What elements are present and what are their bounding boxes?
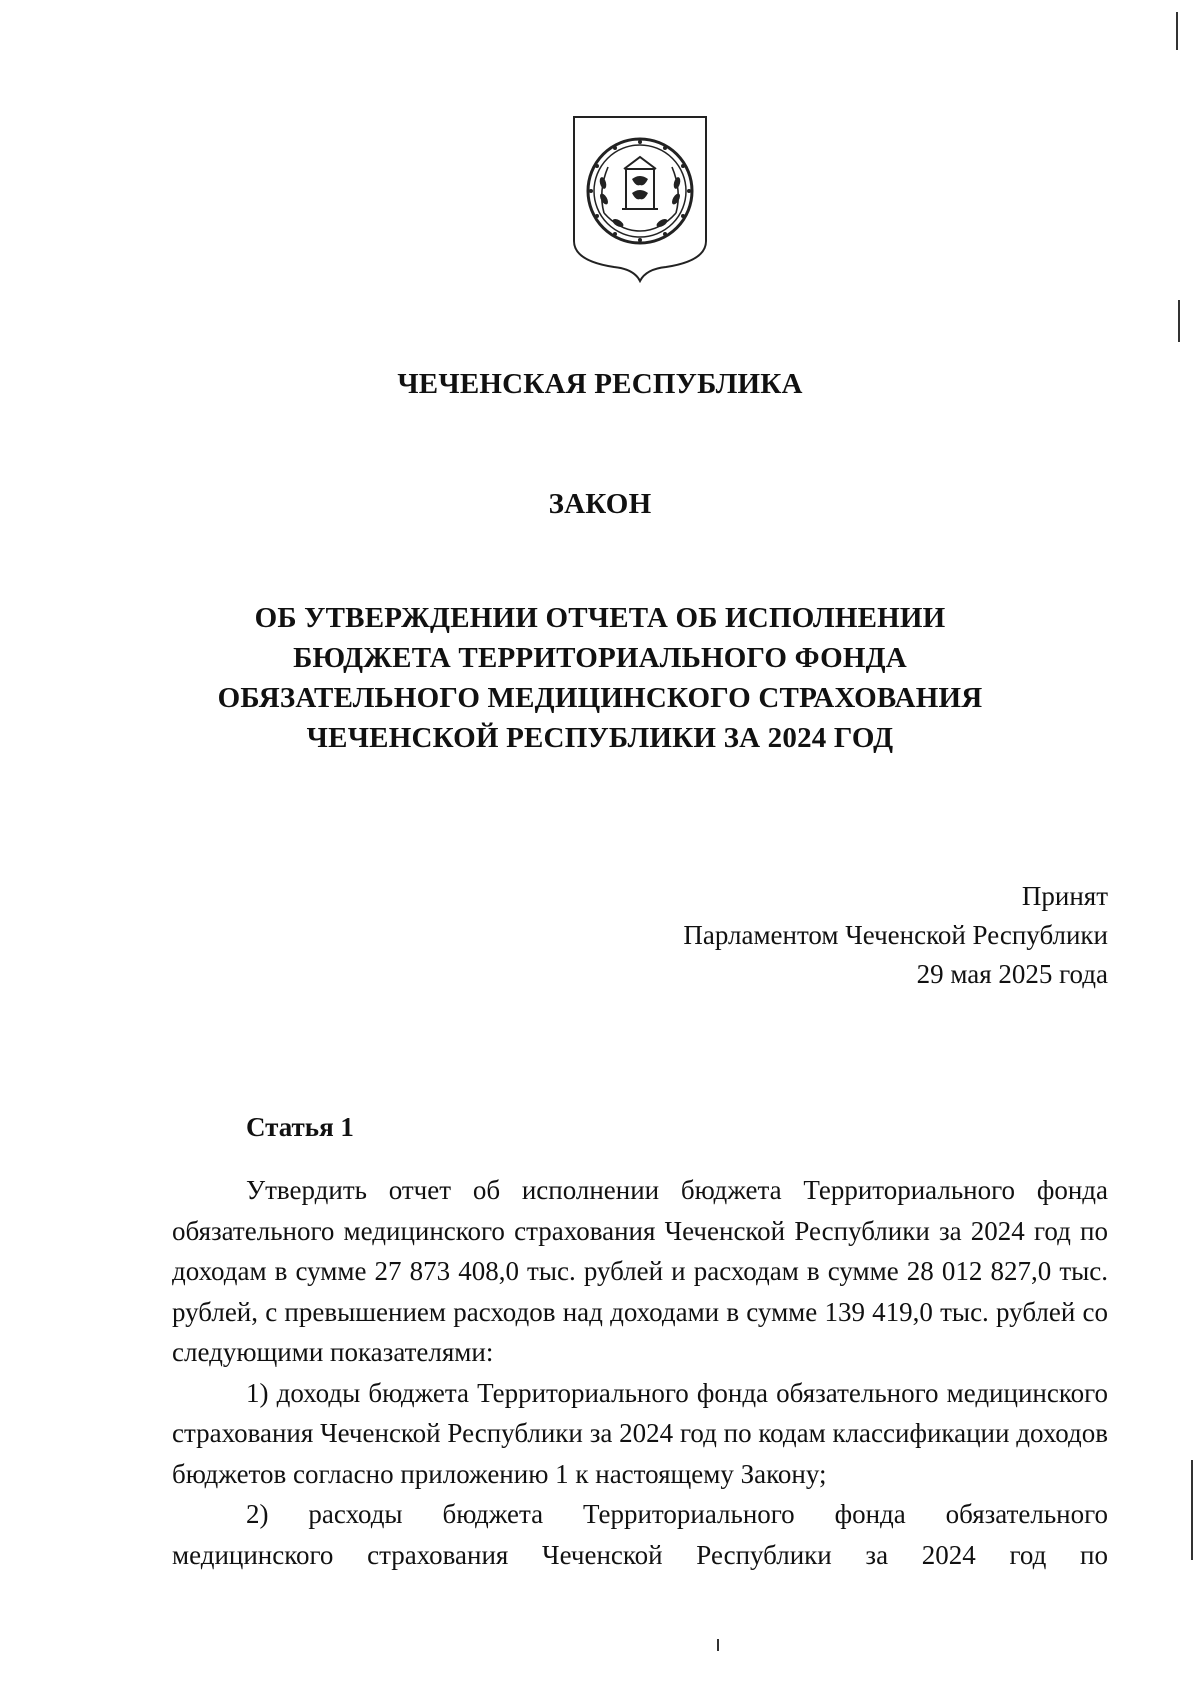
republic-heading: ЧЕЧЕНСКАЯ РЕСПУБЛИКА (397, 368, 803, 400)
article-list-item: 2) расходы бюджета Территориального фонда обязательного медицинского страхования Чеченской Республики за 2024 год по (172, 1499, 1108, 1570)
law-title (0, 598, 1200, 758)
adoption-status: Принят (1021, 881, 1108, 911)
coat-of-arms-icon (570, 113, 710, 283)
scan-artifact (1178, 300, 1180, 342)
law-title-line: ОБ УТВЕРЖДЕНИИ ОТЧЕТА ОБ ИСПОЛНЕНИИ (254, 602, 946, 634)
article-body (172, 1170, 1108, 1575)
adoption-date: 29 мая 2025 года (916, 959, 1108, 989)
article-list-item: 1) доходы бюджета Территориального фонда обязательного медицинского страхования Чеченской Республики за 2024 год по кодам классификации доходов бюджетов согласно приложению 1 к настоящему Закону; (172, 1377, 1108, 1489)
law-title-line: ОБЯЗАТЕЛЬНОГО МЕДИЦИНСКОГО СТРАХОВАНИЯ (217, 682, 983, 714)
adoption-block (683, 877, 1108, 994)
adopting-body: Парламентом Чеченской Республики (683, 920, 1108, 950)
article-heading: Статья 1 (246, 1112, 354, 1142)
scan-artifact (1191, 1460, 1193, 1560)
law-title-line: ЧЕЧЕНСКОЙ РЕСПУБЛИКИ ЗА 2024 ГОД (306, 722, 894, 754)
scan-artifact (717, 1639, 719, 1651)
article-paragraph: Утвердить отчет об исполнении бюджета Территориального фонда обязательного медицинского страхования Чеченской Республики за 2024 год по доходам в сумме 27 873 408,0 тыс. рублей и расходам в сумме 28 012 827,0 тыс. рублей, с превышением расходов над доходами в сумме 139 419,0 тыс. рублей со следующими показателями: (172, 1175, 1108, 1367)
document-type-heading: ЗАКОН (548, 488, 652, 520)
law-title-line: БЮДЖЕТА ТЕРРИТОРИАЛЬНОГО ФОНДА (293, 642, 907, 674)
scan-artifact (1176, 12, 1178, 50)
